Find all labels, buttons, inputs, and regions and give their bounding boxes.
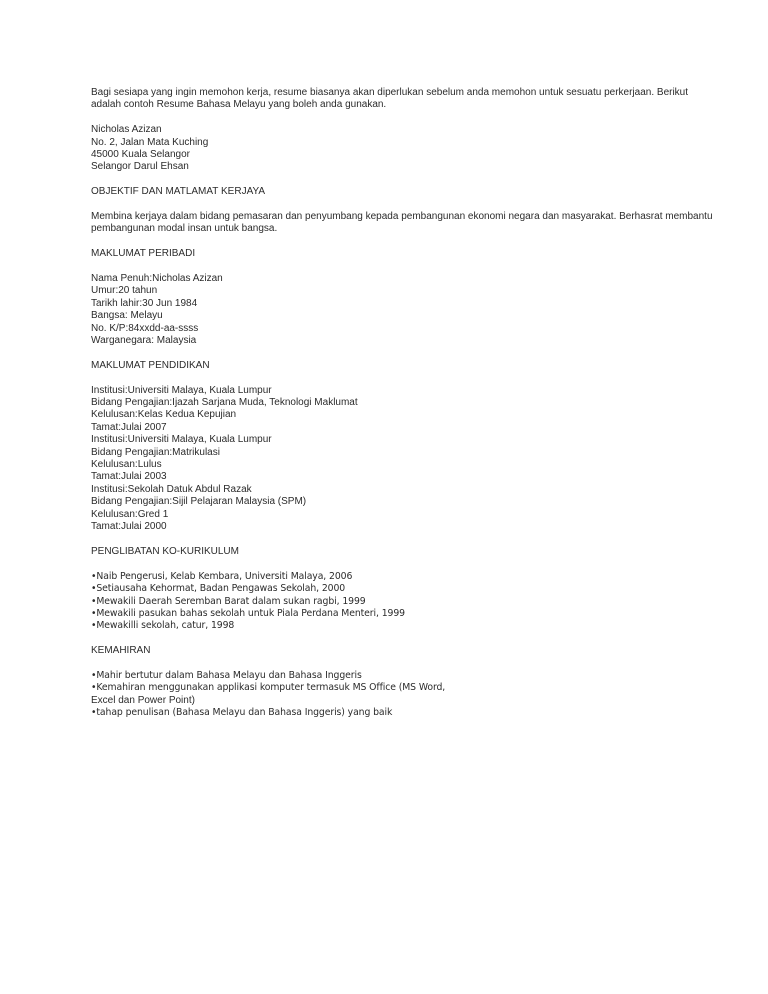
personal-line: Warganegara: Malaysia: [91, 335, 197, 347]
personal-heading: MAKLUMAT PERIBADI: [91, 248, 196, 260]
skills-heading: KEMAHIRAN: [91, 645, 151, 657]
objective-heading: OBJEKTIF DAN MATLAMAT KERJAYA: [91, 186, 266, 198]
objective-line: pembangunan modal insan untuk bangsa.: [91, 223, 278, 235]
skills-item: •Kemahiran menggunakan applikasi komputer termasuk MS Office (MS Word,: [91, 682, 446, 694]
objective-line: Membina kerjaya dalam bidang pemasaran dan penyumbang kepada pembangunan ekonomi negara dan masyarakat. Berhasrat membantu: [91, 211, 713, 223]
skills-item: •tahap penulisan (Bahasa Melayu dan Bahasa Inggeris) yang baik: [91, 707, 393, 719]
intro-line: Bagi sesiapa yang ingin memohon kerja, resume biasanya akan diperlukan sebelum anda memohon untuk sesuatu perkerjaan. Berikut: [91, 87, 689, 98]
objective-paragraph: [91, 211, 713, 236]
personal-line: Nama Penuh:Nicholas Azizan: [91, 273, 223, 285]
address-line: 45000 Kuala Selangor: [91, 149, 190, 161]
cocurricular-list: [91, 571, 691, 633]
personal-details: [91, 273, 691, 347]
personal-line: Umur:20 tahun: [91, 285, 158, 297]
personal-line: Bangsa: Melayu: [91, 310, 163, 322]
cocurricular-item: •Setiausaha Kehormat, Badan Pengawas Sekolah, 2000: [91, 583, 346, 595]
education-line: Bidang Pengajian:Sijil Pelajaran Malaysia (SPM): [91, 496, 307, 508]
address-block: [91, 124, 691, 174]
education-line: Tamat:Julai 2003: [91, 471, 167, 483]
education-heading: MAKLUMAT PENDIDIKAN: [91, 359, 210, 371]
intro-line: adalah contoh Resume Bahasa Melayu yang boleh anda gunakan.: [91, 99, 387, 111]
cocurricular-heading: PENGLIBATAN KO-KURIKULUM: [91, 545, 239, 557]
education-line: Bidang Pengajian:Ijazah Sarjana Muda, Teknologi Maklumat: [91, 397, 358, 409]
cocurricular-item: •Mewakilli sekolah, catur, 1998: [91, 620, 235, 632]
address-line: No. 2, Jalan Mata Kuching: [91, 136, 209, 148]
cocurricular-item: •Naib Pengerusi, Kelab Kembara, Universiti Malaya, 2006: [91, 570, 353, 582]
personal-line: No. K/P:84xxdd-aa-ssss: [91, 322, 199, 334]
cocurricular-item: •Mewakili pasukan bahas sekolah untuk Piala Perdana Menteri, 1999: [91, 607, 405, 619]
education-line: Kelulusan:Kelas Kedua Kepujian: [91, 409, 237, 421]
address-line: Selangor Darul Ehsan: [91, 161, 189, 173]
skills-list: [91, 670, 691, 720]
education-line: Institusi:Universiti Malaya, Kuala Lumpur: [91, 384, 272, 396]
education-line: Kelulusan:Lulus: [91, 459, 162, 471]
applicant-name: Nicholas Azizan: [91, 124, 162, 136]
personal-line: Tarikh lahir:30 Jun 1984: [91, 297, 198, 309]
education-details: [91, 385, 691, 534]
skills-item-continued: Excel dan Power Point): [91, 694, 195, 706]
education-line: Tamat:Julai 2000: [91, 521, 167, 533]
cocurricular-item: •Mewakili Daerah Seremban Barat dalam sukan ragbi, 1999: [91, 595, 366, 607]
resume-document: [91, 87, 713, 732]
education-line: Bidang Pengajian:Matrikulasi: [91, 446, 220, 458]
education-line: Institusi:Sekolah Datuk Abdul Razak: [91, 483, 252, 495]
education-line: Institusi:Universiti Malaya, Kuala Lumpur: [91, 434, 272, 446]
skills-item: •Mahir bertutur dalam Bahasa Melayu dan Bahasa Inggeris: [91, 669, 362, 681]
education-line: Kelulusan:Gred 1: [91, 508, 169, 520]
intro-paragraph: [91, 87, 691, 112]
education-line: Tamat:Julai 2007: [91, 421, 167, 433]
